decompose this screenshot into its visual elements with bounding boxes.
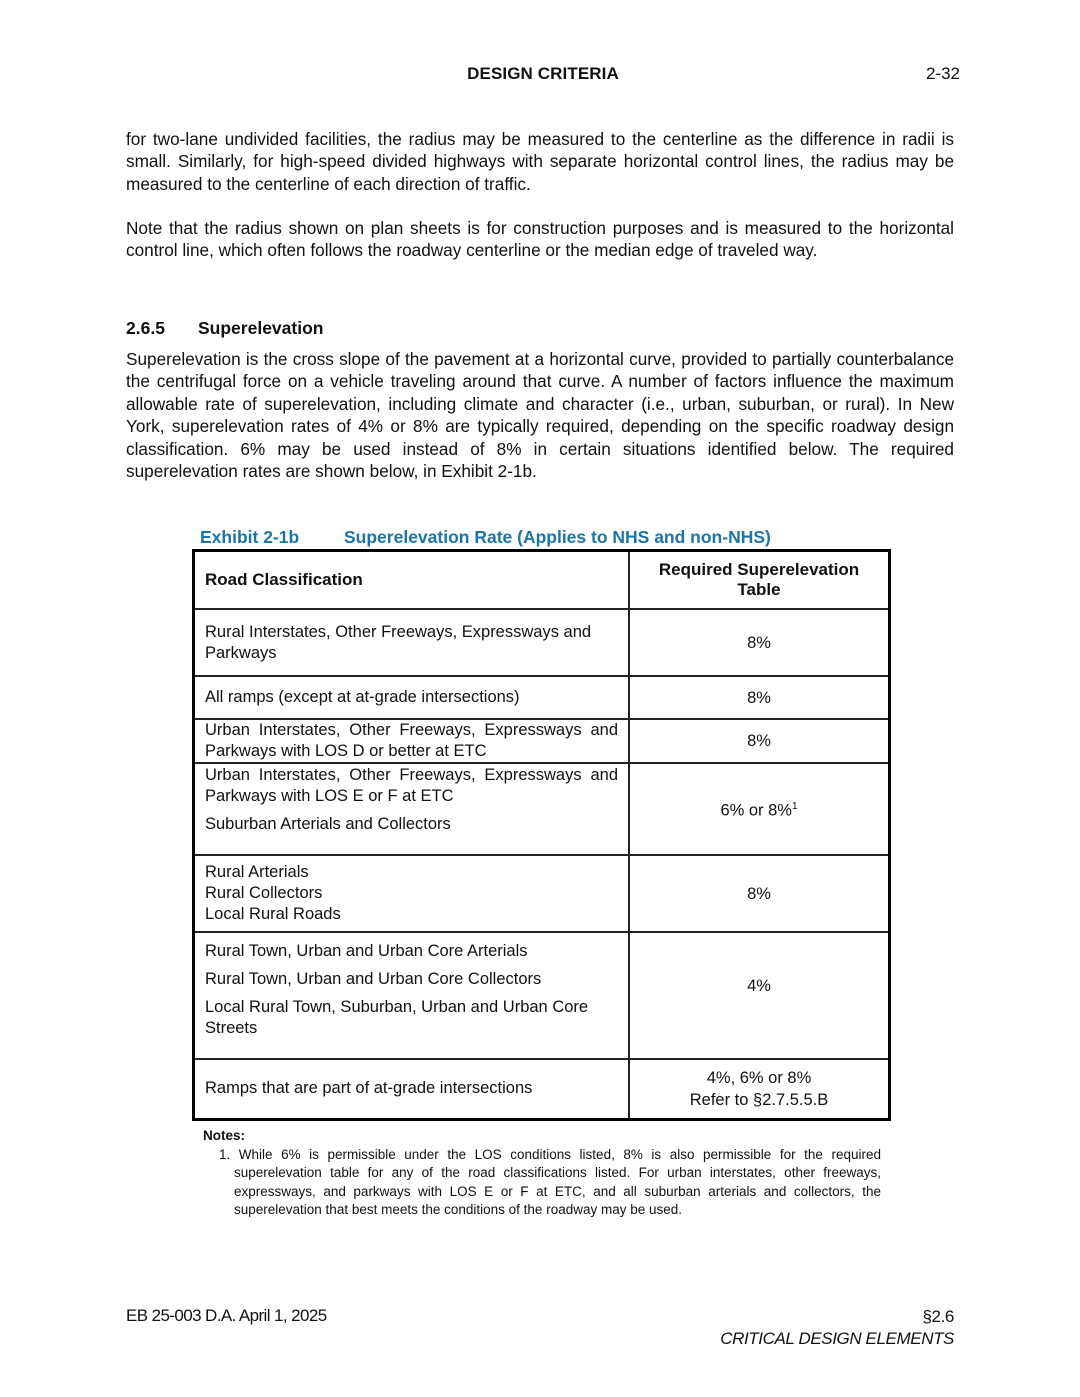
note-item: 1. While 6% is permissible under the LOS conditions listed, 8% is also permissible for the required superelevation table for any of the road classifications listed. For urban interstates, other freeways, expressways, and parkways with LOS E or F at ETC, and all suburban arterials and collectors, the superelevation that best meets the conditions of the roadway may be used. [219,1146,881,1218]
header-road-classification: Road Classification [194,551,630,610]
footer-document-id: EB 25-003 D.A. April 1, 2025 [126,1306,327,1325]
superelevation-table [192,549,891,1121]
table-header-row [194,551,890,610]
rate-cell: 8% [629,676,890,719]
classification-line: Rural Arterials [205,863,309,881]
rate-cell: 8% [629,609,890,676]
rate-cell [629,763,890,855]
classification-line: Rural Collectors [205,884,323,902]
rate-reference: Refer to §2.7.5.5.B [689,1090,829,1109]
classification-cell [194,763,630,855]
exhibit-number: Exhibit 2-1b [200,527,300,547]
footer-section [720,1306,954,1350]
header-rate-line2: Table [737,580,781,599]
exhibit-caption [200,527,771,548]
section-number: 2.6.5 [126,318,165,338]
rate-cell: 8% [629,855,890,932]
notes-label: Notes: [203,1128,246,1143]
classification-line: Local Rural Town, Suburban, Urban and Urban Core Streets [205,998,589,1037]
header-required-superelevation [629,551,890,610]
header-rate-line1: Required Superelevation [658,560,860,579]
table-row [194,855,890,932]
table-row [194,719,890,763]
section-body: Superelevation is the cross slope of the pavement at a horizontal curve, provided to partially counterbalance the centrifugal force on a vehicle traveling around that curve. A number of factors influence the maximum allowable rate of superelevation, including climate and character (i.e., urban, suburban, or rural). In New York, superelevation rates of 4% or 8% are typically required, depending on the specific roadway design classification. 6% may be used instead of 8% in certain situations identified below. The required superelevation rates are shown below, in Exhibit 2-1b. [126,349,954,482]
paragraph-radius-measurement: for two-lane undivided facilities, the radius may be measured to the centerline as the difference in radii is small. Similarly, for high-speed divided highways with separate horizontal control lines, the radius may be measured to the centerline of each direction of traffic. [126,129,954,194]
table-row [194,932,890,1059]
section-heading [126,318,323,339]
classification-line: Rural Town, Urban and Urban Core Arterials [205,942,528,960]
rate-cell: 8% [629,719,890,763]
classification-line: Urban Interstates, Other Freeways, Expressways and Parkways with LOS E or F at ETC [205,766,618,805]
classification-line: Rural Town, Urban and Urban Core Collectors [205,970,542,988]
rate-cell: 4% [629,932,890,1059]
header-title: DESIGN CRITERIA [467,64,619,83]
classification-cell: Urban Interstates, Other Freeways, Expressways and Parkways with LOS D or better at ETC [194,719,630,763]
footer-section-number: §2.6 [922,1307,954,1326]
section-title: Superelevation [198,318,324,338]
table-row [194,763,890,855]
rate-value: 6% or 8% [720,801,792,820]
classification-cell: All ramps (except at at-grade intersections) [194,676,630,719]
exhibit-title: Superelevation Rate (Applies to NHS and non-NHS) [344,527,771,547]
table-row [194,1059,890,1119]
footnote-marker: 1 [791,801,798,813]
table-row [194,609,890,676]
footer-section-title: CRITICAL DESIGN ELEMENTS [720,1329,954,1348]
classification-line: Local Rural Roads [205,905,341,923]
classification-cell [194,932,630,1059]
table-notes [203,1127,881,1220]
table-row [194,676,890,719]
classification-cell: Ramps that are part of at-grade intersections [194,1059,630,1119]
page-number: 2-32 [925,64,960,83]
classification-line: Suburban Arterials and Collectors [205,815,451,833]
paragraph-plan-sheet-radius: Note that the radius shown on plan sheets is for construction purposes and is measured to the horizontal control line, which often follows the roadway centerline or the median edge of traveled way. [126,218,954,261]
page-header [126,64,960,88]
rate-cell [629,1059,890,1119]
rate-value: 4%, 6% or 8% [706,1068,812,1087]
classification-cell: Rural Interstates, Other Freeways, Expressways and Parkways [194,609,630,676]
classification-cell [194,855,630,932]
